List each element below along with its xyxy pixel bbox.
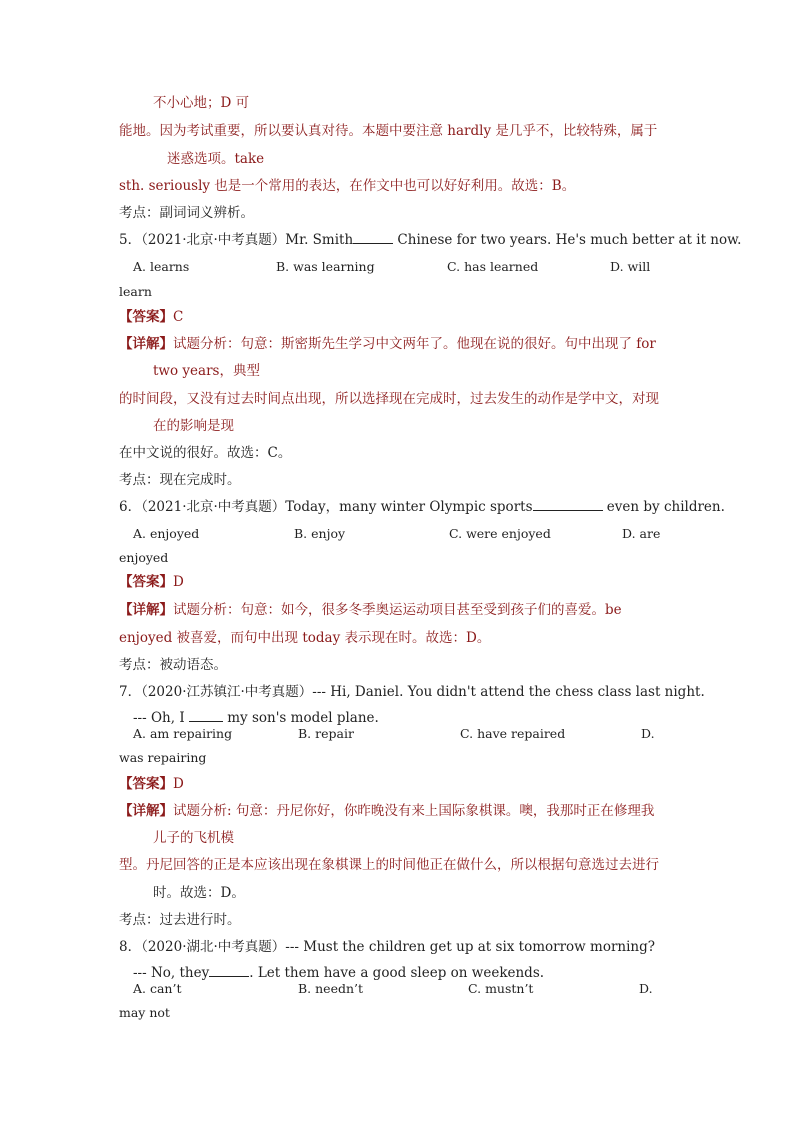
explanation-line: 迷惑选项。take bbox=[167, 151, 265, 167]
option-b: B. repair bbox=[298, 726, 354, 741]
question-8-stem: 8．（2020·湖北·中考真题）--- Must the children get up at six tomorrow morning? bbox=[119, 939, 655, 955]
detail-line: two years，典型 bbox=[153, 363, 260, 379]
detail-line bbox=[119, 601, 622, 619]
answer-tag: 【答案】 bbox=[119, 574, 173, 590]
option-d-continued: was repairing bbox=[119, 750, 207, 765]
question-stem-part: Chinese for two years. He's much better at it now. bbox=[393, 232, 742, 248]
question-6-stem bbox=[119, 498, 725, 516]
option-a: A. am repairing bbox=[133, 726, 233, 741]
explanation-line: sth. seriously 也是一个常用的表达，在作文中也可以好好利用。故选：B。 bbox=[119, 178, 576, 194]
option-d-continued: enjoyed bbox=[119, 550, 169, 565]
question-stem-part: 5．（2021·北京·中考真题）Mr. Smith bbox=[119, 232, 354, 248]
answer-line bbox=[119, 308, 183, 326]
detail-tag: 【详解】 bbox=[119, 336, 173, 352]
answer-blank bbox=[533, 498, 603, 511]
option-a: A. can’t bbox=[133, 981, 182, 996]
explanation-line: 不小心地；D 可 bbox=[153, 95, 250, 111]
option-a: A. learns bbox=[133, 259, 190, 274]
detail-tag: 【详解】 bbox=[119, 803, 173, 819]
detail-line: 型。丹尼回答的正是本应该出现在象棋课上的时间他正在做什么，所以根据句意选过去进行 bbox=[119, 857, 659, 873]
detail-tag: 【详解】 bbox=[119, 602, 173, 618]
question-stem-part: . Let them have a good sleep on weekends. bbox=[249, 965, 545, 981]
question-7-stem: 7．（2020·江苏镇江·中考真题）--- Hi, Daniel. You didn't attend the chess class last night. bbox=[119, 684, 705, 700]
question-stem-part: my son's model plane. bbox=[222, 710, 379, 726]
option-d: D. bbox=[641, 726, 655, 741]
question-stem-part: even by children. bbox=[602, 499, 725, 515]
option-d-continued: learn bbox=[119, 284, 152, 299]
option-d: D. will bbox=[610, 259, 651, 274]
detail-line bbox=[119, 335, 656, 353]
detail-line: 的时间段，又没有过去时间点出现，所以选择现在完成时，过去发生的动作是学中文，对现 bbox=[119, 391, 659, 407]
option-d-continued: may not bbox=[119, 1005, 170, 1020]
option-c: C. have repaired bbox=[460, 726, 566, 741]
question-stem-part: 6．（2021·北京·中考真题）Today，many winter Olympic sports bbox=[119, 499, 533, 515]
answer-value: C bbox=[173, 309, 184, 325]
explanation-line: 能地。因为考试重要，所以要认真对待。本题中要注意 hardly 是几乎不，比较特殊，属于 bbox=[119, 123, 658, 139]
answer-line bbox=[119, 573, 184, 591]
option-c: C. has learned bbox=[447, 259, 539, 274]
option-d: D. are bbox=[622, 526, 661, 541]
option-a: A. enjoyed bbox=[133, 526, 200, 541]
detail-line: enjoyed 被喜爱，而句中出现 today 表示现在时。故选：D。 bbox=[119, 630, 491, 646]
question-stem-part: --- Oh, I bbox=[133, 710, 185, 726]
detail-text: 试题分析：句意：如今，很多冬季奥运运动项目甚至受到孩子们的喜爱。be bbox=[173, 602, 622, 618]
detail-text: 试题分析: 句意：丹尼你好，你昨晚没有来上国际象棋课。噢，我那时正在修理我 bbox=[173, 803, 655, 819]
answer-blank bbox=[353, 231, 393, 244]
answer-value: D bbox=[173, 776, 184, 792]
answer-blank bbox=[209, 964, 249, 977]
detail-line: 时。故选：D。 bbox=[153, 885, 245, 901]
option-c: C. were enjoyed bbox=[449, 526, 551, 541]
option-b: B. enjoy bbox=[294, 526, 346, 541]
detail-line: 在中文说的很好。故选：C。 bbox=[119, 445, 292, 461]
knowledge-point: 考点：过去进行时。 bbox=[119, 912, 241, 928]
question-5-stem bbox=[119, 231, 741, 249]
answer-tag: 【答案】 bbox=[119, 309, 173, 325]
detail-line: 在的影响是现 bbox=[153, 418, 234, 434]
option-b: B. needn’t bbox=[298, 981, 364, 996]
answer-value: D bbox=[173, 574, 184, 590]
answer-tag: 【答案】 bbox=[119, 776, 173, 792]
knowledge-point: 考点：现在完成时。 bbox=[119, 472, 241, 488]
question-stem-part: --- No, they bbox=[133, 965, 210, 981]
answer-blank bbox=[189, 709, 223, 722]
knowledge-point: 考点：副词词义辨析。 bbox=[119, 205, 254, 221]
answer-line bbox=[119, 775, 184, 793]
knowledge-point: 考点：被动语态。 bbox=[119, 657, 227, 673]
detail-line bbox=[119, 802, 654, 820]
option-d: D. bbox=[639, 981, 653, 996]
detail-text: 试题分析：句意：斯密斯先生学习中文两年了。他现在说的很好。句中出现了 for bbox=[173, 336, 656, 352]
detail-line: 儿子的飞机模 bbox=[153, 830, 234, 846]
option-b: B. was learning bbox=[276, 259, 375, 274]
option-c: C. mustn’t bbox=[468, 981, 534, 996]
